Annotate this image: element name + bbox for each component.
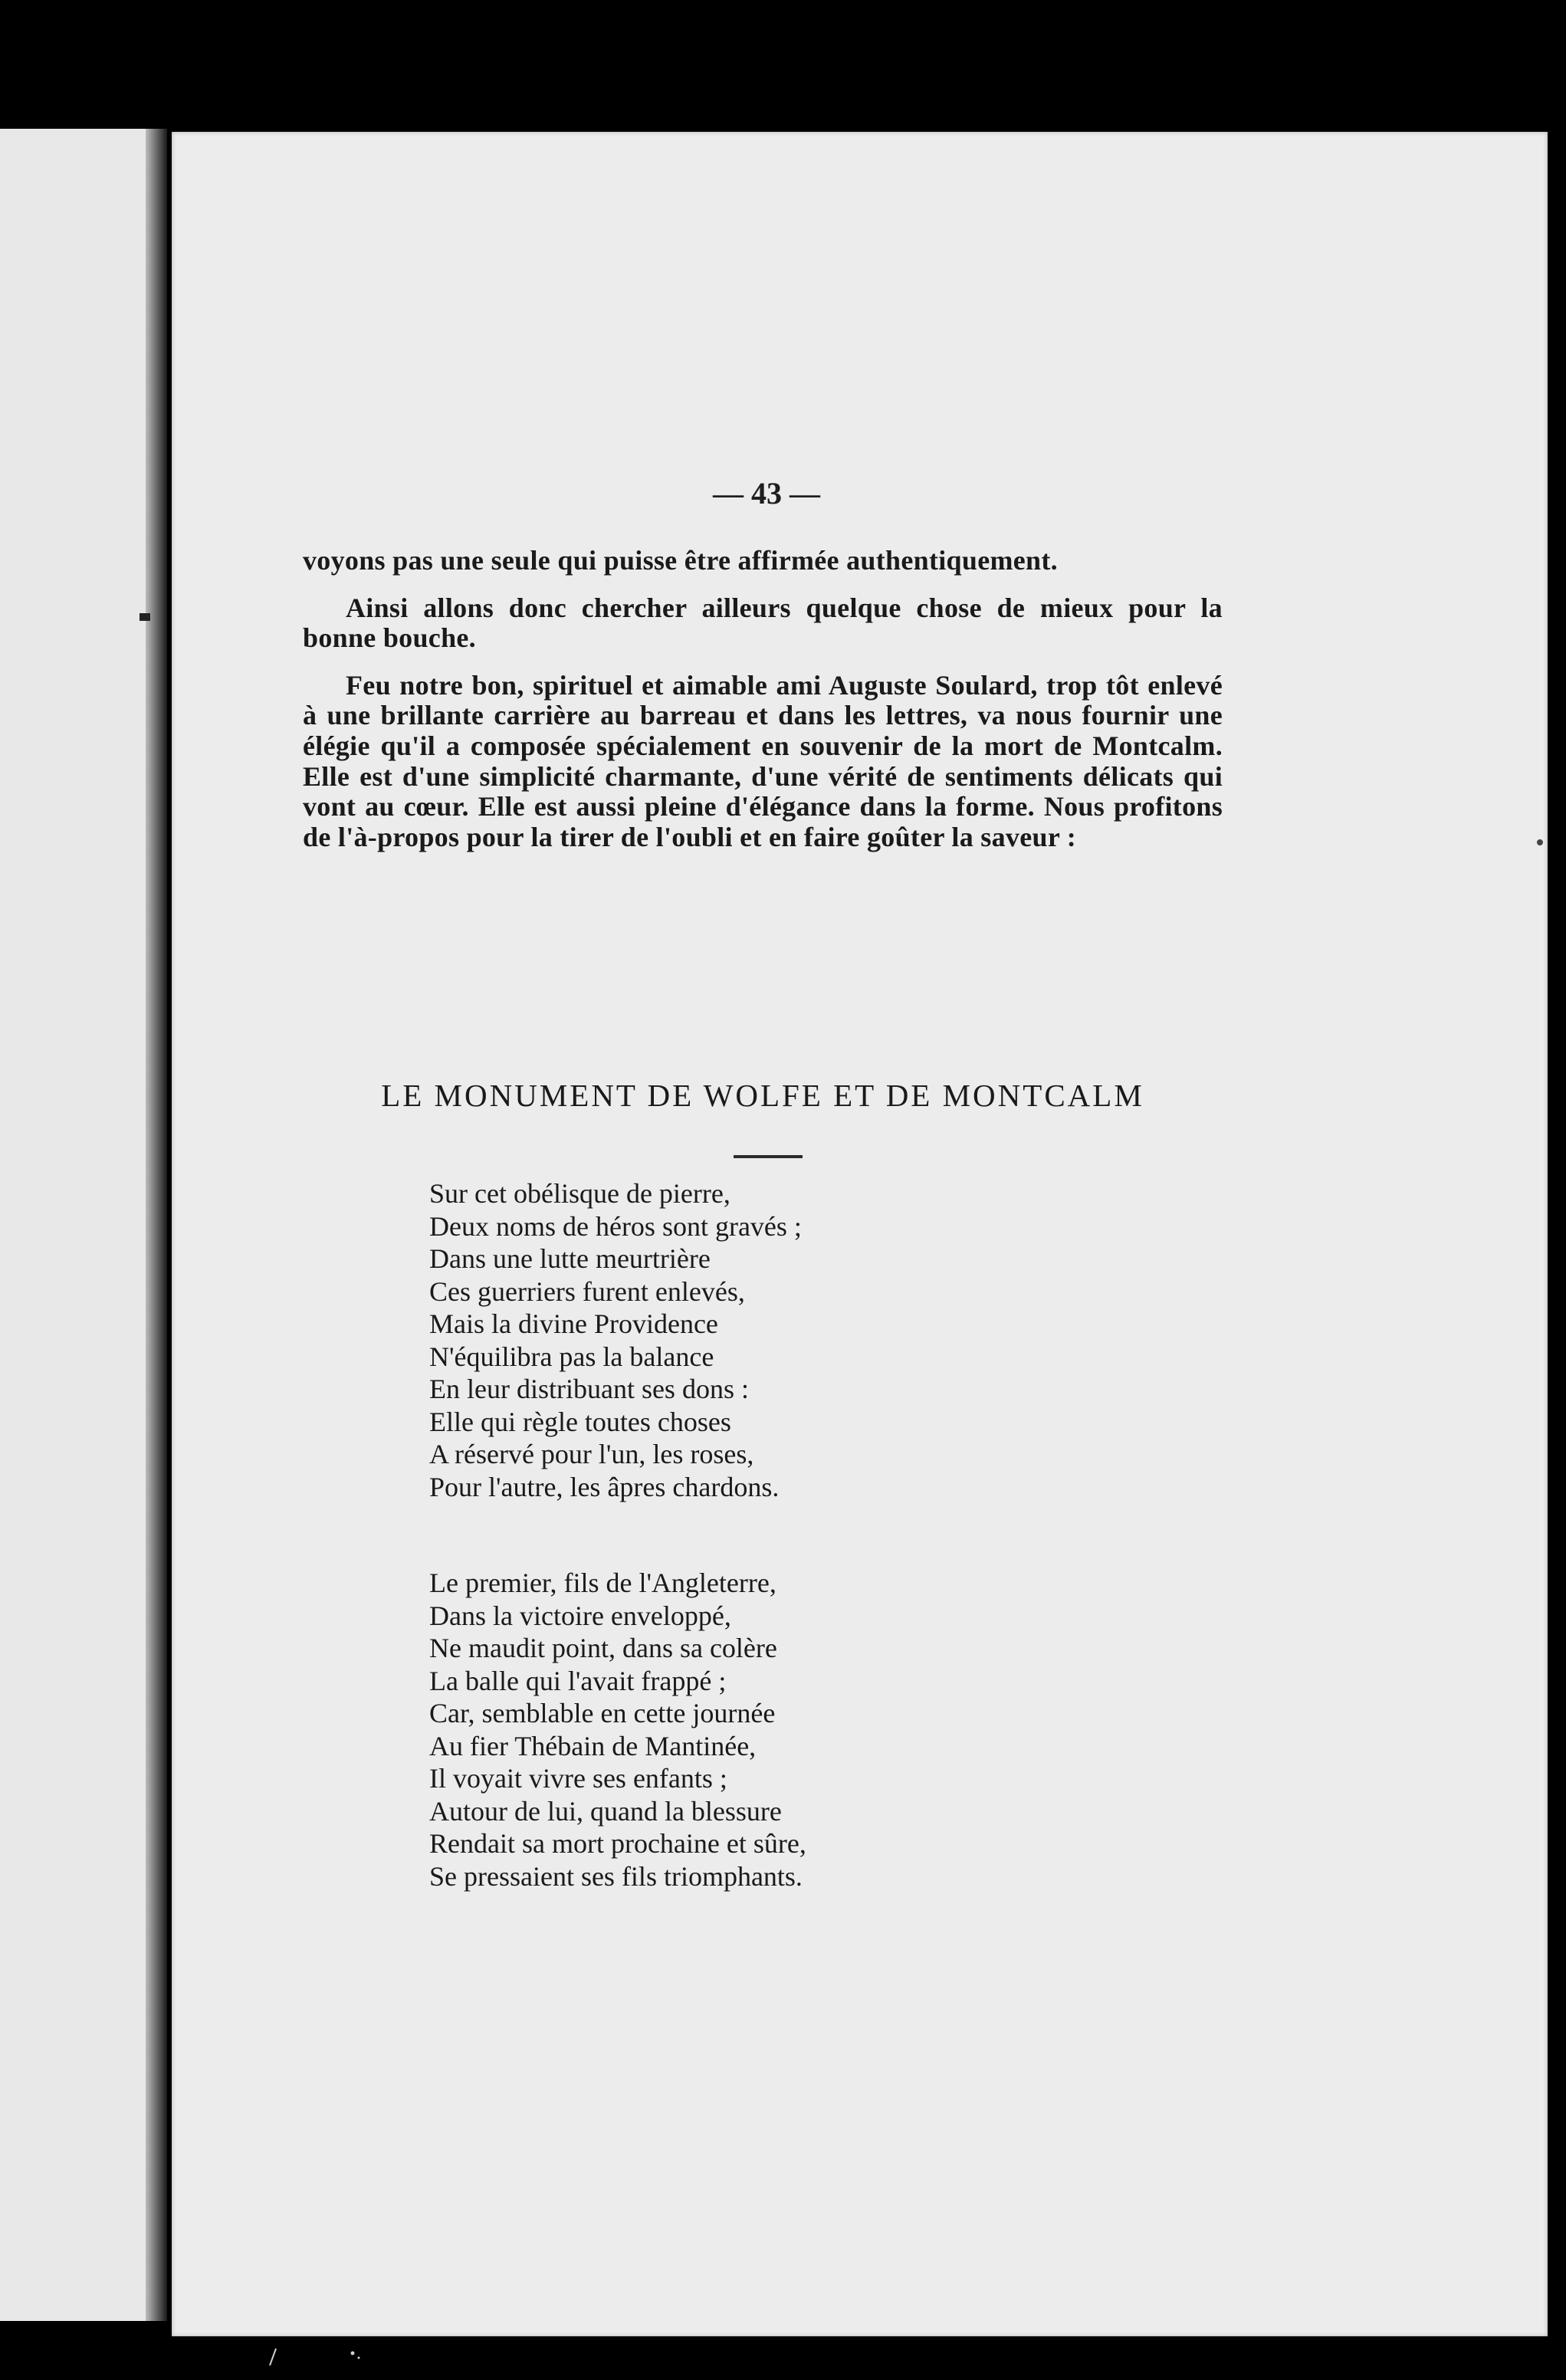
verse-line: Ces guerriers furent enlevés, xyxy=(429,1275,745,1307)
verse-line: Il voyait vivre ses enfants ; xyxy=(429,1763,727,1794)
poem-title: LE MONUMENT DE WOLFE ET DE MONTCALM xyxy=(381,1078,1144,1113)
facing-page-edge xyxy=(0,129,153,2321)
verse-line: Car, semblable en cette journée xyxy=(429,1698,776,1728)
verse-line: En leur distribuant ses dons : xyxy=(429,1374,749,1404)
title-rule xyxy=(734,1155,803,1158)
paragraph: Feu notre bon, spirituel et aimable ami Auguste Soulard, trop tôt enlevé à une brillante carrière au barreau et dans les lettres, va nous fournir une élégie qu'il a composée spécialement en souvenir de la mort de Montcalm. Elle est d'une simplicité charmante, d'une vérité de sentiments délicats qui vont au cœur. Elle est aussi pleine d'élégance dans la forme. Nous profitons de l'à-propos pour la tirer de l'oubli et en faire goûter la saveur : xyxy=(303,669,1223,852)
paragraph: Ainsi allons donc chercher ailleurs quelque chose de mieux pour la bonne bouche. xyxy=(303,592,1223,654)
verse-line: La balle qui l'avait frappé ; xyxy=(429,1665,727,1696)
verse-line: Mais la divine Providence xyxy=(429,1308,718,1339)
scan-marks xyxy=(261,2338,399,2369)
verse-line: Deux noms de héros sont gravés ; xyxy=(429,1210,802,1242)
book-gutter-shadow xyxy=(146,129,167,2321)
verse-line: Au fier Thébain de Mantinée, xyxy=(429,1730,757,1761)
verse-line: A réservé pour l'un, les roses, xyxy=(429,1439,754,1469)
verse-line: Dans la victoire enveloppé, xyxy=(429,1600,731,1631)
verse-line: Elle qui règle toutes choses xyxy=(429,1406,731,1437)
verse-line: Rendait sa mort prochaine et sûre, xyxy=(429,1828,806,1859)
paragraph-continuation: voyons pas une seule qui puisse être affirmée authentiquement. xyxy=(303,545,1058,576)
verse-line: N'équilibra pas la balance xyxy=(429,1341,714,1372)
prose-text xyxy=(303,546,1223,852)
verse-line: Sur cet obélisque de pierre, xyxy=(429,1178,730,1209)
verse-line: Autour de lui, quand la blessure xyxy=(429,1795,782,1827)
verse-line: Pour l'autre, les âpres chardons. xyxy=(429,1471,780,1502)
page-number: — 43 — xyxy=(713,476,820,510)
verse-line: Dans une lutte meurtrière xyxy=(429,1243,711,1274)
gutter-mark xyxy=(140,613,150,621)
stanza xyxy=(429,1567,1119,1893)
paper-speck xyxy=(1537,839,1543,845)
verse-line: Se pressaient ses fils triomphants. xyxy=(429,1860,803,1892)
stanza xyxy=(429,1177,1119,1503)
verse-line: Ne maudit point, dans sa colère xyxy=(429,1633,777,1663)
verse-line: Le premier, fils de l'Angleterre, xyxy=(429,1568,776,1598)
